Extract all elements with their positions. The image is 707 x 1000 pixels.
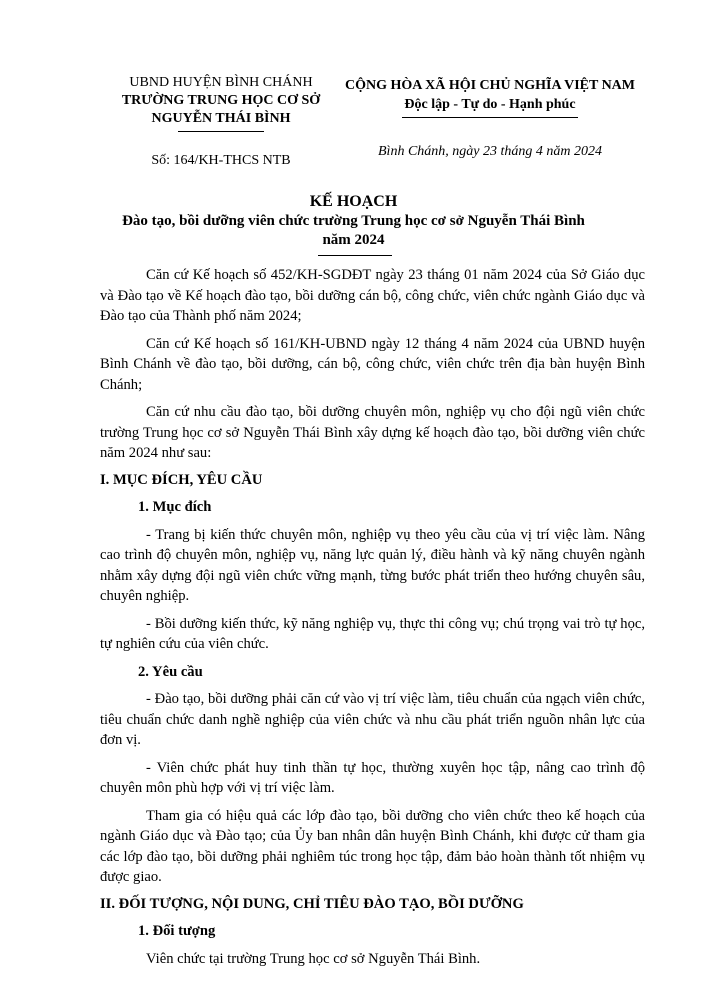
national-header bbox=[340, 76, 640, 161]
national-motto: Độc lập - Tự do - Hạnh phúc bbox=[404, 97, 576, 112]
purpose-item-2: - Bồi dưỡng kiến thức, kỹ năng nghiệp vụ, thực thi công vụ; chú trọng vai trò tự học, tự nghiên cứu của viên chức. bbox=[100, 615, 645, 652]
national-title: CỘNG HÒA XÃ HỘI CHỦ NGHĨA VIỆT NAM bbox=[344, 78, 635, 93]
org-line-3: NGUYỄN THÁI BÌNH bbox=[151, 111, 291, 126]
document-subject: Đào tạo, bồi dưỡng viên chức trường Trung học cơ sở Nguyễn Thái Bình bbox=[122, 213, 585, 229]
document-type-title: KẾ HOẠCH bbox=[309, 193, 398, 210]
purpose-heading: 1. Mục đích bbox=[138, 499, 212, 515]
title-underline bbox=[318, 255, 392, 256]
requirements-heading: 2. Yêu cầu bbox=[138, 663, 203, 680]
purpose-item-1: - Trang bị kiến thức chuyên môn, nghiệp vụ theo yêu cầu của vị trí việc làm. Nâng cao trình độ chuyên môn, nghiệp vụ, năng lực quản lý, điều hành và kỹ năng chuyên ngành nhằm xây dựng đội ngũ viên chức vững mạnh, từng bước phát triển theo hướng chuyên sâu, chuyên nghiệp. bbox=[100, 526, 645, 604]
requirement-item-2: - Viên chức phát huy tinh thần tự học, thường xuyên học tập, nâng cao trình độ chuyên môn phù hợp với vị trí việc làm. bbox=[100, 759, 645, 796]
org-underline bbox=[178, 131, 264, 132]
org-line-1: UBND HUYỆN BÌNH CHÁNH bbox=[129, 75, 313, 90]
document-subject-year: năm 2024 bbox=[322, 232, 385, 248]
place-date: Bình Chánh, ngày 23 tháng 4 năm 2024 bbox=[378, 144, 602, 159]
basis-paragraph-3: Căn cứ nhu cầu đào tạo, bồi dưỡng chuyên môn, nghiệp vụ cho đội ngũ viên chức trường Trung học cơ sở Nguyễn Thái Bình xây dựng kế hoạch đào tạo, bồi dưỡng viên chức năm 2024 như sau: bbox=[100, 404, 645, 461]
section-2-heading: II. ĐỐI TƯỢNG, NỘI DUNG, CHỈ TIÊU ĐÀO TẠO, BỒI DƯỠNG bbox=[100, 895, 524, 912]
issuing-organization bbox=[96, 74, 346, 170]
target-heading: 1. Đối tượng bbox=[138, 923, 216, 939]
section-1-heading: I. MỤC ĐÍCH, YÊU CẦU bbox=[100, 471, 263, 488]
basis-paragraph-1: Căn cứ Kế hoạch số 452/KH-SGDĐT ngày 23 tháng 01 năm 2024 của Sở Giáo dục và Đào tạo về Kế hoạch đào tạo, bồi dưỡng cán bộ, công chức, viên chức ngành Giáo dục và Đào tạo của Thành phố năm 2024; bbox=[100, 267, 645, 324]
motto-underline bbox=[402, 117, 578, 118]
requirement-item-1: - Đào tạo, bồi dưỡng phải căn cứ vào vị trí việc làm, tiêu chuẩn của ngạch viên chức, tiêu chuẩn chức danh nghề nghiệp của viên chức và nhu cầu phát triển nguồn nhân lực của đơn vị. bbox=[100, 691, 645, 748]
requirement-item-3: Tham gia có hiệu quả các lớp đào tạo, bồi dưỡng cho viên chức theo kế hoạch của ngành Giáo dục và Đào tạo; của Ủy ban nhân dân huyện Bình Chánh, khi được cử tham gia các lớp đào tạo, bồi dưỡng phải nghiêm túc trong học tập, đảm bảo hoàn thành tốt nhiệm vụ được giao. bbox=[100, 807, 645, 885]
document-body bbox=[100, 265, 645, 969]
document-number: Số: 164/KH-THCS NTB bbox=[151, 153, 291, 168]
target-item-1: Viên chức tại trường Trung học cơ sở Nguyễn Thái Bình. bbox=[146, 950, 481, 967]
org-line-2: TRƯỜNG TRUNG HỌC CƠ SỞ bbox=[121, 93, 321, 108]
basis-paragraph-2: Căn cứ Kế hoạch số 161/KH-UBND ngày 12 tháng 4 năm 2024 của UBND huyện Bình Chánh về đào tạo, bồi dưỡng, cán bộ, công chức, viên chức trên địa bàn huyện Bình Chánh; bbox=[100, 335, 645, 393]
